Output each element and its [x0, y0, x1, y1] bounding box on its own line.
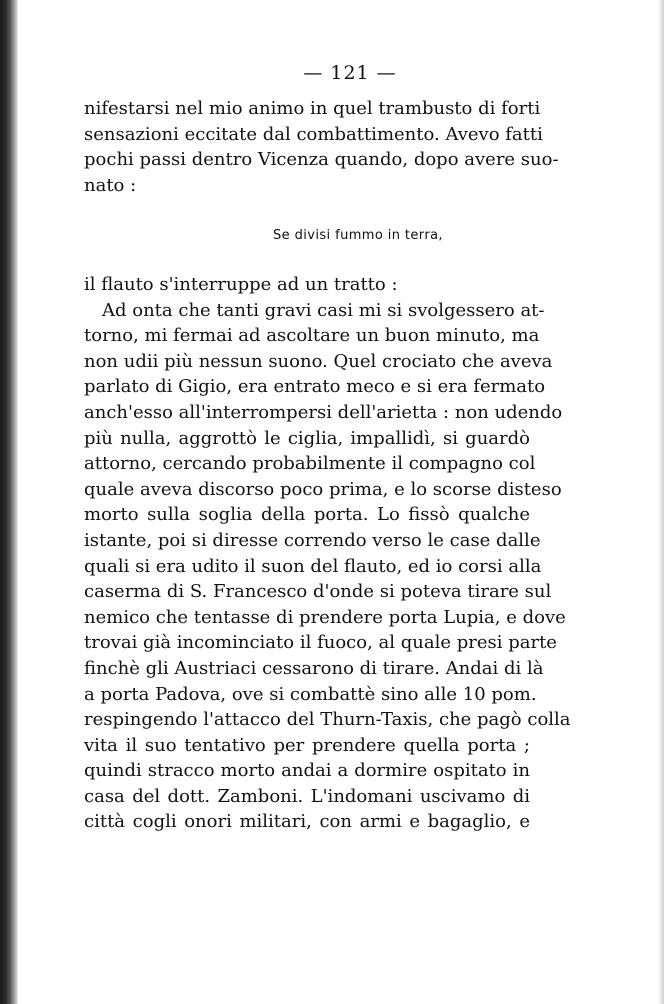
text-line: più nulla, aggrottò le ciglia, impallidì, si guardò	[84, 427, 530, 449]
text-line: vita il suo tentativo per prendere quella porta ;	[84, 734, 530, 756]
page-number-text: — 121 —	[303, 62, 397, 84]
verse-quote	[0, 228, 664, 243]
text-line: trovai già incominciato il fuoco, al quale presi parte	[84, 632, 557, 654]
page-right-edge	[658, 0, 664, 1004]
book-binding-edge	[0, 0, 18, 1004]
text-line: non udii più nessun suono. Quel crociato che aveva	[84, 350, 553, 372]
text-line: a porta Padova, ove si combattè sino alle 10 pom.	[84, 683, 537, 705]
text-line: finchè gli Austriaci cessarono di tirare. Andai di là	[84, 657, 544, 679]
text-line: istante, poi si diresse correndo verso le case dalle	[84, 529, 541, 551]
text-line: quali si era udito il suon del flauto, ed io corsi alla	[84, 555, 542, 577]
text-line: quale aveva discorso poco prima, e lo scorse disteso	[84, 478, 562, 500]
text-line: respingendo l'attacco del Thurn-Taxis, che pagò colla	[84, 709, 571, 731]
text-line: casa del dott. Zamboni. L'indomani uscivamo di	[84, 785, 530, 807]
paragraph-2	[84, 272, 571, 835]
text-line: nato :	[84, 174, 137, 196]
text-line: Ad onta che tanti gravi casi mi si svolgessero at-	[102, 299, 545, 321]
text-line: nifestarsi nel mio animo in quel trambusto di forti	[84, 98, 541, 119]
text-line: parlato di Gigio, era entrato meco e si era fermato	[84, 376, 546, 398]
text-line: caserma di S. Francesco d'onde si poteva tirare sul	[84, 581, 552, 603]
text-line: quindi stracco morto andai a dormire ospitato in	[84, 760, 530, 782]
text-line: attorno, cercando probabilmente il compagno col	[84, 453, 536, 475]
text-line: pochi passi dentro Vicenza quando, dopo avere suo-	[84, 149, 559, 171]
paragraph-1	[84, 96, 559, 198]
text-line: città cogli onori militari, con armi e bagaglio, e	[84, 811, 530, 833]
text-line: nemico che tentasse di prendere porta Lupia, e dove	[84, 606, 566, 628]
text-line: morto sulla soglia della porta. Lo fissò qualche	[84, 504, 530, 526]
page-number	[0, 62, 664, 84]
verse-quote-text: Se divisi fummo in terra,	[273, 228, 443, 243]
text-line: anch'esso all'interrompersi dell'arietta : non udendo	[84, 401, 563, 423]
text-line: sensazioni eccitate dal combattimento. Avevo fatti	[84, 123, 543, 145]
text-line: il flauto s'interruppe ad un tratto :	[84, 274, 398, 295]
text-line: torno, mi fermai ad ascoltare un buon minuto, ma	[84, 325, 540, 347]
